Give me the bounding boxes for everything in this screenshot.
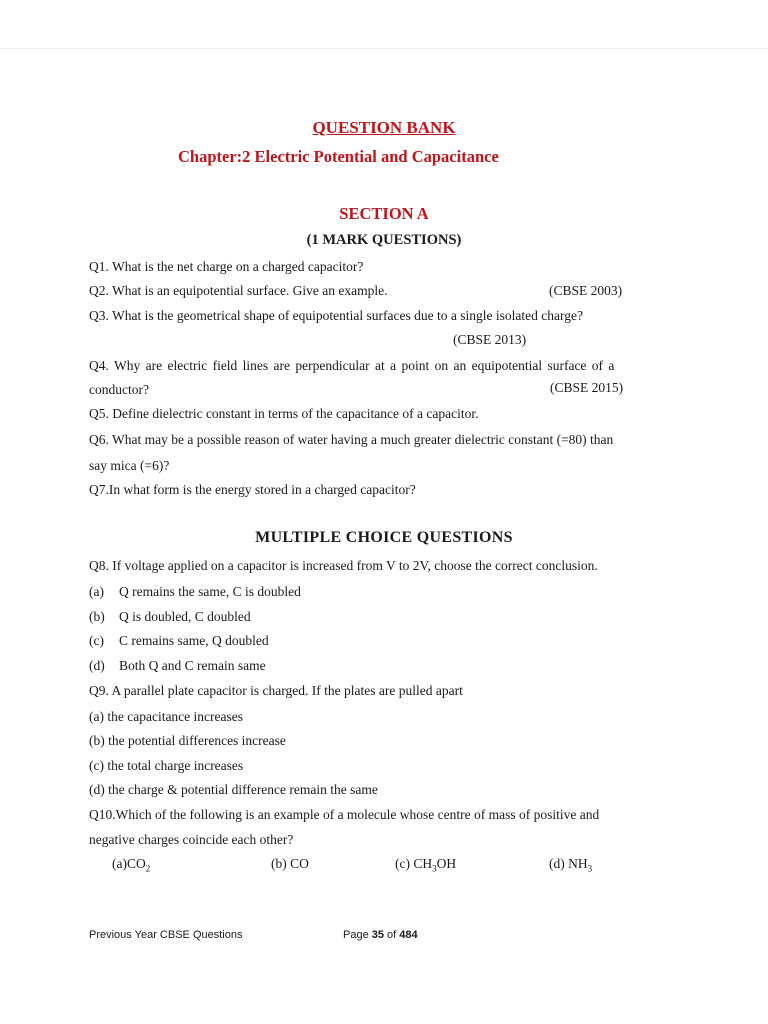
option-text: (d) NH: [549, 856, 588, 871]
question-3-reference: (CBSE 2013): [453, 332, 527, 347]
question-2: Q2. What is an equipotential surface. Give an example.: [89, 283, 388, 298]
question-10-option-c: [395, 856, 456, 874]
question-3: Q3. What is the geometrical shape of equipotential surfaces due to a single isolated charge?: [89, 308, 583, 323]
option-text: Q is doubled, C doubled: [119, 609, 251, 624]
option-text: Q remains the same, C is doubled: [119, 584, 301, 599]
question-4-reference: (CBSE 2015): [550, 380, 624, 395]
page-of: of: [384, 929, 400, 941]
question-5: Q5. Define dielectric constant in terms of the capacitance of a capacitor.: [89, 406, 479, 421]
subscript: 2: [145, 863, 151, 874]
page-prefix: Page: [343, 929, 372, 941]
question-10-line-2: negative charges coincide each other?: [89, 832, 294, 847]
option-label: (b): [89, 609, 105, 624]
page-total: 484: [399, 929, 418, 941]
option-text: (c) CH: [395, 856, 433, 871]
question-4-line-1: Q4. Why are electric field lines are perpendicular at a point on an equipotential surface of a: [89, 358, 615, 373]
section-a-subtitle: (1 MARK QUESTIONS): [306, 232, 462, 248]
question-10-option-a: [112, 856, 150, 874]
question-9-option-c: (c) the total charge increases: [89, 758, 244, 773]
question-1: Q1. What is the net charge on a charged capacitor?: [89, 259, 364, 274]
question-8: Q8. If voltage applied on a capacitor is increased from V to 2V, choose the correct conclusion.: [89, 558, 598, 573]
mcq-heading: MULTIPLE CHOICE QUESTIONS: [255, 529, 513, 546]
question-8-option-b: [89, 609, 251, 625]
question-8-option-c: [89, 633, 269, 649]
option-text: C remains same, Q doubled: [119, 633, 269, 648]
section-a-heading: SECTION A: [339, 204, 429, 223]
question-8-option-a: [89, 584, 301, 600]
option-label: (c): [89, 633, 104, 648]
chapter-heading: Chapter:2 Electric Potential and Capacitance: [178, 147, 499, 166]
question-7: Q7.In what form is the energy stored in a charged capacitor?: [89, 482, 416, 497]
option-label: (a): [89, 584, 104, 599]
footer-page-number: [343, 929, 418, 941]
option-text: (b) CO: [271, 856, 309, 871]
option-label: (d): [89, 658, 105, 673]
option-text-tail: OH: [436, 856, 457, 871]
option-text: (a)CO: [112, 856, 146, 871]
question-9-option-d: (d) the charge & potential difference remain the same: [89, 782, 378, 797]
subscript: 3: [432, 863, 437, 874]
question-4-line-2: conductor?: [89, 382, 149, 397]
question-10-option-d: [549, 856, 592, 874]
question-2-reference: (CBSE 2003): [549, 283, 623, 298]
question-8-option-d: [89, 658, 266, 674]
page-current: 35: [371, 929, 384, 941]
question-10-line-1: Q10.Which of the following is an example of a molecule whose centre of mass of positive and: [89, 807, 600, 822]
question-9: Q9. A parallel plate capacitor is charged. If the plates are pulled apart: [89, 683, 463, 698]
question-6-line-1: Q6. What may be a possible reason of water having a much greater dielectric constant (=80) than: [89, 432, 614, 447]
option-text: Both Q and C remain same: [119, 658, 266, 673]
question-9-option-a: (a) the capacitance increases: [89, 709, 244, 724]
question-10-option-b: [271, 856, 309, 872]
subscript: 3: [587, 863, 593, 874]
footer-source: Previous Year CBSE Questions: [89, 929, 243, 941]
question-6-line-2: say mica (=6)?: [89, 458, 170, 473]
question-9-option-b: (b) the potential differences increase: [89, 733, 286, 748]
page-title: QUESTION BANK: [312, 118, 456, 137]
